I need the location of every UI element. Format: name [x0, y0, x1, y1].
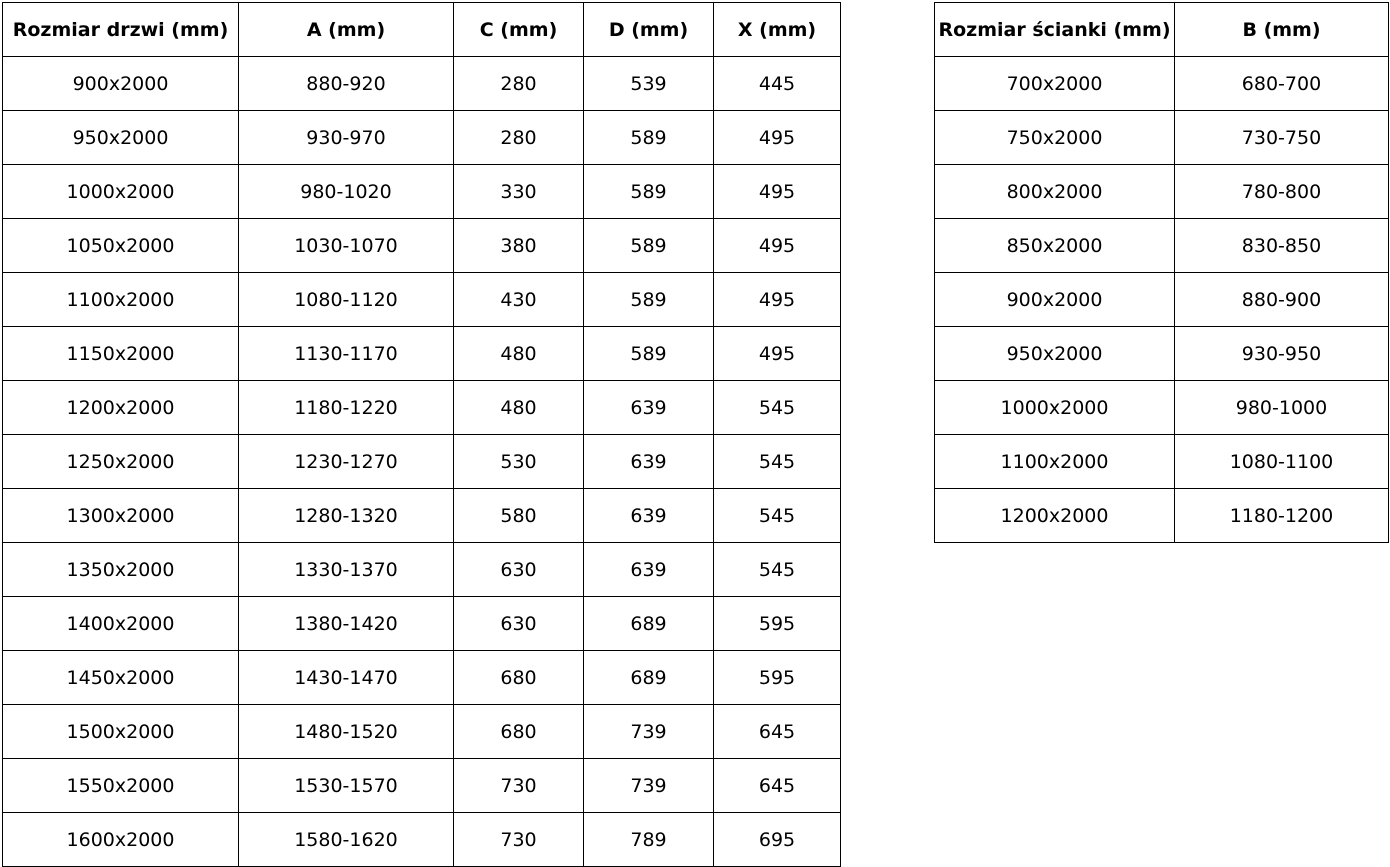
- cell-c: 530: [454, 435, 584, 489]
- cell-door-size: 1200x2000: [3, 381, 239, 435]
- cell-wall-size: 1000x2000: [935, 381, 1175, 435]
- column-header-door-size: Rozmiar drzwi (mm): [3, 3, 239, 57]
- cell-b: 830-850: [1175, 219, 1389, 273]
- table-row: [3, 597, 841, 651]
- cell-c: 680: [454, 651, 584, 705]
- cell-door-size: 1600x2000: [3, 813, 239, 867]
- cell-c: 330: [454, 165, 584, 219]
- door-sizes-table-body: [3, 57, 841, 867]
- table-row: [3, 651, 841, 705]
- table-row: [3, 705, 841, 759]
- cell-b: 730-750: [1175, 111, 1389, 165]
- cell-x: 495: [714, 165, 841, 219]
- cell-b: 930-950: [1175, 327, 1389, 381]
- cell-c: 280: [454, 111, 584, 165]
- cell-x: 645: [714, 705, 841, 759]
- cell-x: 545: [714, 543, 841, 597]
- table-row: [3, 273, 841, 327]
- table-row: [935, 489, 1389, 543]
- cell-d: 639: [584, 435, 714, 489]
- cell-door-size: 1450x2000: [3, 651, 239, 705]
- cell-door-size: 1300x2000: [3, 489, 239, 543]
- cell-wall-size: 850x2000: [935, 219, 1175, 273]
- cell-a: 1230-1270: [239, 435, 454, 489]
- cell-c: 380: [454, 219, 584, 273]
- table-row: [3, 111, 841, 165]
- cell-x: 695: [714, 813, 841, 867]
- cell-wall-size: 1100x2000: [935, 435, 1175, 489]
- table-row: [935, 165, 1389, 219]
- cell-c: 280: [454, 57, 584, 111]
- cell-d: 639: [584, 489, 714, 543]
- cell-a: 1130-1170: [239, 327, 454, 381]
- column-header-wall-size: Rozmiar ścianki (mm): [935, 3, 1175, 57]
- table-row: [3, 813, 841, 867]
- table-row: [3, 435, 841, 489]
- cell-c: 730: [454, 813, 584, 867]
- cell-x: 495: [714, 219, 841, 273]
- cell-c: 730: [454, 759, 584, 813]
- cell-a: 880-920: [239, 57, 454, 111]
- cell-a: 1030-1070: [239, 219, 454, 273]
- cell-d: 689: [584, 597, 714, 651]
- column-header-b: B (mm): [1175, 3, 1389, 57]
- cell-door-size: 1350x2000: [3, 543, 239, 597]
- table-row: [3, 759, 841, 813]
- cell-d: 689: [584, 651, 714, 705]
- table-header-row: [3, 3, 841, 57]
- table-row: [3, 381, 841, 435]
- cell-d: 589: [584, 273, 714, 327]
- column-header-d: D (mm): [584, 3, 714, 57]
- cell-d: 789: [584, 813, 714, 867]
- cell-c: 680: [454, 705, 584, 759]
- table-row: [3, 57, 841, 111]
- cell-a: 930-970: [239, 111, 454, 165]
- cell-a: 980-1020: [239, 165, 454, 219]
- cell-door-size: 950x2000: [3, 111, 239, 165]
- cell-door-size: 1050x2000: [3, 219, 239, 273]
- cell-x: 545: [714, 435, 841, 489]
- cell-door-size: 1250x2000: [3, 435, 239, 489]
- cell-a: 1180-1220: [239, 381, 454, 435]
- door-sizes-table-head: [3, 3, 841, 57]
- cell-door-size: 900x2000: [3, 57, 239, 111]
- cell-b: 1080-1100: [1175, 435, 1389, 489]
- cell-c: 430: [454, 273, 584, 327]
- cell-x: 595: [714, 651, 841, 705]
- cell-c: 480: [454, 327, 584, 381]
- cell-wall-size: 750x2000: [935, 111, 1175, 165]
- cell-door-size: 1500x2000: [3, 705, 239, 759]
- cell-x: 545: [714, 381, 841, 435]
- column-header-a: A (mm): [239, 3, 454, 57]
- cell-x: 495: [714, 273, 841, 327]
- cell-wall-size: 950x2000: [935, 327, 1175, 381]
- cell-x: 495: [714, 327, 841, 381]
- wall-sizes-table-head: [935, 3, 1389, 57]
- table-row: [935, 381, 1389, 435]
- cell-wall-size: 800x2000: [935, 165, 1175, 219]
- cell-a: 1330-1370: [239, 543, 454, 597]
- table-row: [935, 327, 1389, 381]
- cell-d: 639: [584, 543, 714, 597]
- cell-a: 1430-1470: [239, 651, 454, 705]
- cell-a: 1380-1420: [239, 597, 454, 651]
- column-header-c: C (mm): [454, 3, 584, 57]
- cell-d: 589: [584, 219, 714, 273]
- table-row: [935, 219, 1389, 273]
- table-row: [3, 327, 841, 381]
- cell-c: 580: [454, 489, 584, 543]
- cell-c: 630: [454, 597, 584, 651]
- cell-b: 680-700: [1175, 57, 1389, 111]
- cell-x: 595: [714, 597, 841, 651]
- cell-d: 539: [584, 57, 714, 111]
- cell-d: 639: [584, 381, 714, 435]
- table-row: [935, 273, 1389, 327]
- table-row: [3, 543, 841, 597]
- cell-x: 495: [714, 111, 841, 165]
- door-sizes-table: [2, 2, 841, 867]
- cell-door-size: 1100x2000: [3, 273, 239, 327]
- cell-x: 645: [714, 759, 841, 813]
- cell-x: 445: [714, 57, 841, 111]
- table-row: [3, 219, 841, 273]
- cell-door-size: 1150x2000: [3, 327, 239, 381]
- cell-door-size: 1000x2000: [3, 165, 239, 219]
- cell-d: 739: [584, 705, 714, 759]
- cell-b: 880-900: [1175, 273, 1389, 327]
- table-row: [935, 111, 1389, 165]
- table-row: [935, 435, 1389, 489]
- cell-d: 589: [584, 111, 714, 165]
- cell-wall-size: 700x2000: [935, 57, 1175, 111]
- cell-a: 1480-1520: [239, 705, 454, 759]
- cell-wall-size: 1200x2000: [935, 489, 1175, 543]
- wall-sizes-table: [934, 2, 1389, 543]
- table-row: [3, 165, 841, 219]
- cell-a: 1580-1620: [239, 813, 454, 867]
- table-row: [935, 57, 1389, 111]
- cell-door-size: 1400x2000: [3, 597, 239, 651]
- cell-a: 1080-1120: [239, 273, 454, 327]
- wall-sizes-table-body: [935, 57, 1389, 543]
- cell-b: 780-800: [1175, 165, 1389, 219]
- cell-x: 545: [714, 489, 841, 543]
- cell-c: 480: [454, 381, 584, 435]
- column-header-x: X (mm): [714, 3, 841, 57]
- table-header-row: [935, 3, 1389, 57]
- cell-a: 1280-1320: [239, 489, 454, 543]
- cell-d: 739: [584, 759, 714, 813]
- cell-a: 1530-1570: [239, 759, 454, 813]
- cell-door-size: 1550x2000: [3, 759, 239, 813]
- cell-c: 630: [454, 543, 584, 597]
- cell-wall-size: 900x2000: [935, 273, 1175, 327]
- cell-d: 589: [584, 327, 714, 381]
- cell-b: 1180-1200: [1175, 489, 1389, 543]
- cell-d: 589: [584, 165, 714, 219]
- table-row: [3, 489, 841, 543]
- cell-b: 980-1000: [1175, 381, 1389, 435]
